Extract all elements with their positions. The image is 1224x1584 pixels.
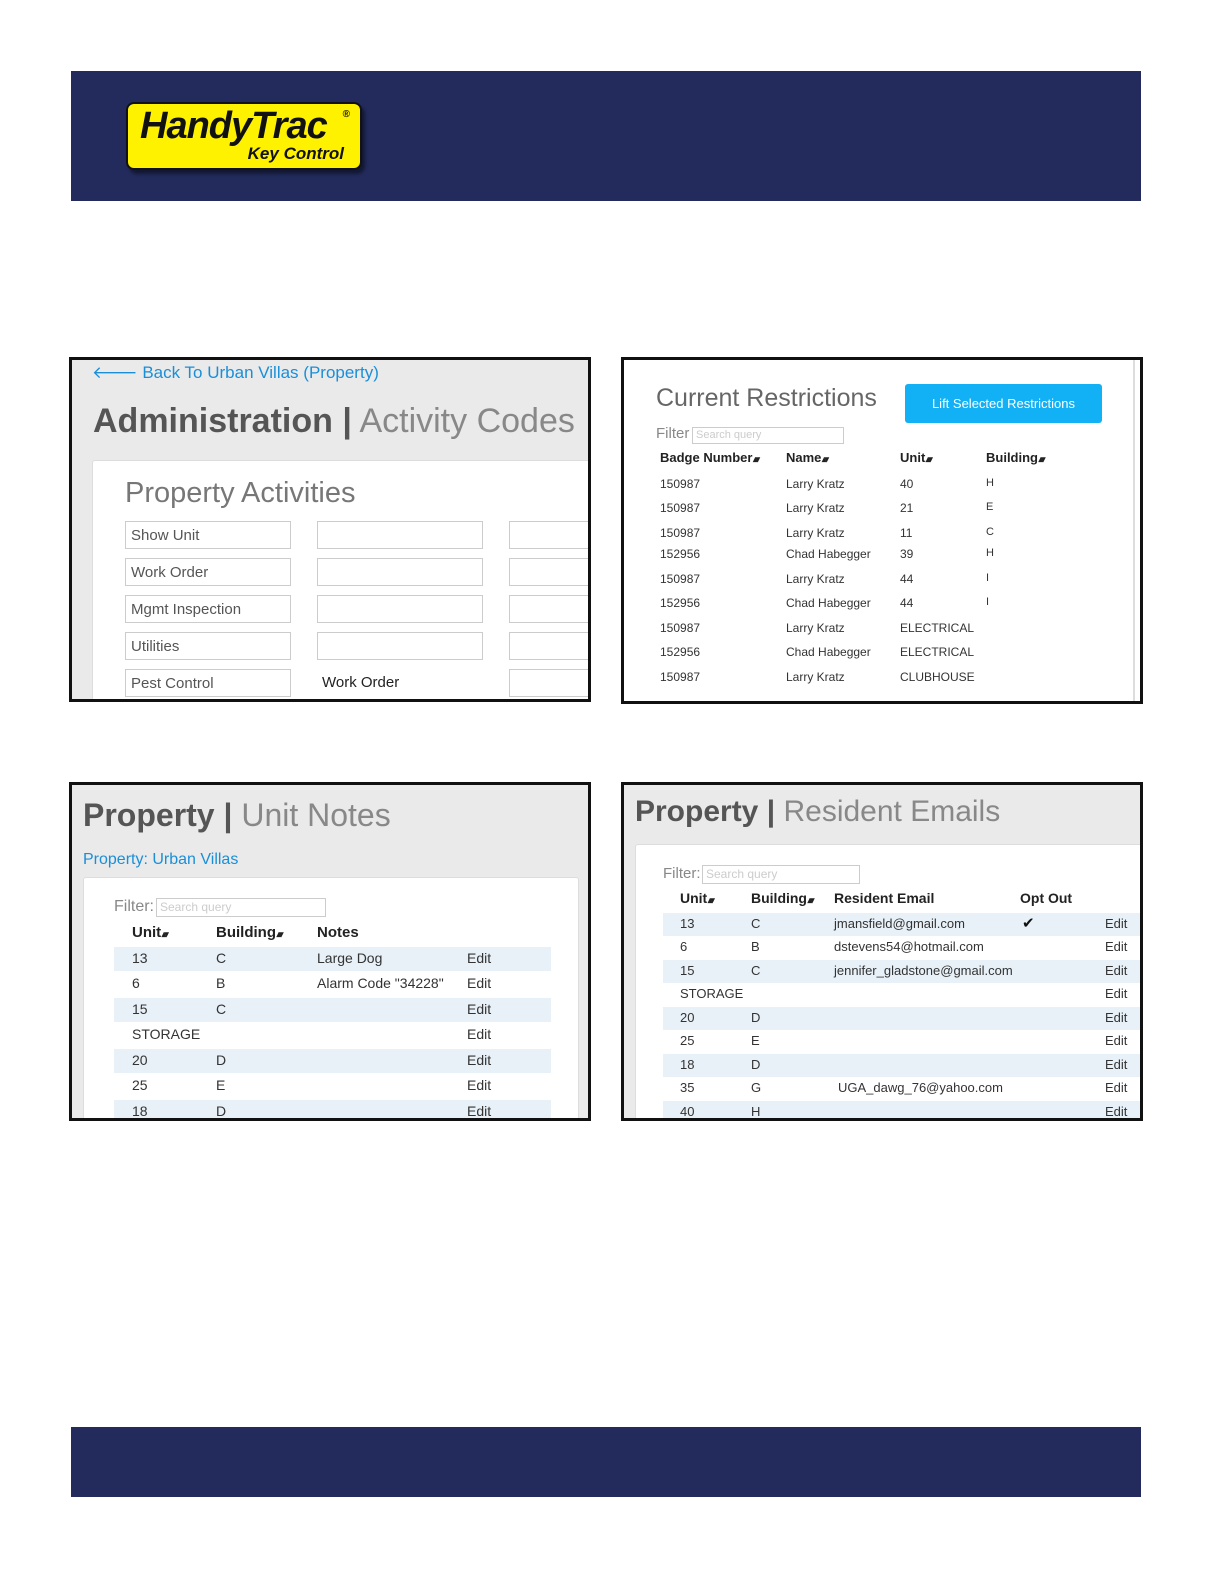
restriction-cell: 150987 (660, 501, 701, 515)
unit-notes-card (83, 877, 579, 1121)
edit-link[interactable]: Edit (467, 1052, 492, 1068)
filter-input[interactable]: Search query (692, 427, 844, 444)
edit-link[interactable]: Edit (467, 950, 492, 966)
restriction-cell: 44 (900, 596, 914, 610)
building-cell: B (751, 939, 760, 954)
edit-link[interactable]: Edit (1105, 1080, 1128, 1095)
handytrac-logo (126, 102, 362, 170)
restriction-cell: 152956 (660, 596, 701, 610)
column-header-building[interactable]: Building ▴▾ (986, 450, 1044, 465)
filter-input[interactable]: Search query (702, 865, 860, 884)
restriction-cell: 152956 (660, 547, 701, 561)
opt-out-check-icon: ✔ (1022, 915, 1035, 932)
restriction-cell: 152956 (660, 645, 701, 659)
building-cell: E (216, 1077, 226, 1093)
edit-link[interactable]: Edit (467, 1077, 492, 1093)
restriction-cell: Larry Kratz (786, 572, 845, 586)
unit-cell: 20 (132, 1052, 148, 1068)
restriction-cell: 40 (900, 477, 914, 491)
restriction-cell: CLUBHOUSE (900, 670, 975, 684)
email-cell: jennifer_gladstone@gmail.com (834, 963, 1013, 978)
restrictions-title: Current Restrictions (656, 384, 877, 412)
unit-cell: STORAGE (680, 986, 744, 1001)
edit-link[interactable]: Edit (467, 1001, 492, 1017)
activity-extra-field[interactable] (509, 669, 591, 697)
building-cell: C (216, 950, 227, 966)
activity-extra-field[interactable] (509, 521, 591, 549)
building-cell: D (216, 1103, 227, 1119)
filter-label: Filter: (663, 865, 701, 882)
logo-wordmark: HandyTrac (140, 105, 327, 147)
unit-cell: 18 (132, 1103, 148, 1119)
activity-codes-screenshot (69, 357, 591, 702)
column-header[interactable]: Notes (317, 924, 359, 941)
page-title (635, 795, 1000, 829)
column-header[interactable]: Opt Out (1020, 890, 1073, 906)
header-band (71, 71, 1141, 201)
unit-cell: 25 (680, 1033, 695, 1048)
unit-cell: 40 (680, 1104, 695, 1119)
unit-cell: 15 (132, 1001, 148, 1017)
restriction-cell: ELECTRICAL (900, 621, 975, 635)
restriction-cell: Chad Habegger (786, 547, 871, 561)
row-stripe (663, 1054, 1143, 1077)
row-stripe (663, 1007, 1143, 1030)
activity-code-field[interactable] (317, 558, 483, 586)
restriction-cell: 150987 (660, 621, 701, 635)
column-header[interactable]: Resident Email (834, 890, 935, 906)
building-cell: D (751, 1057, 761, 1072)
page-title-sub: Resident Emails (783, 795, 1001, 828)
resident-emails-card (635, 844, 1143, 1121)
column-header-unit[interactable]: Unit ▴▾ (900, 450, 931, 465)
edit-link[interactable]: Edit (1105, 1104, 1128, 1119)
building-cell: D (751, 1010, 761, 1025)
unit-cell: 20 (680, 1010, 695, 1025)
column-header[interactable]: Unit ▴▾ (680, 890, 713, 906)
column-header[interactable]: Building ▴▾ (751, 890, 813, 906)
section-title: Property Activities (125, 477, 356, 509)
restriction-cell: 39 (900, 547, 914, 561)
restriction-cell: 150987 (660, 526, 701, 540)
current-restrictions-screenshot (621, 357, 1143, 704)
building-cell: D (216, 1052, 227, 1068)
back-link-label: Back To Urban Villas (Property) (142, 363, 379, 382)
restriction-cell: 150987 (660, 670, 701, 684)
logo-tagline: Key Control (247, 144, 344, 163)
restriction-cell: 44 (900, 572, 914, 586)
building-cell: E (751, 1033, 760, 1048)
unit-cell: 13 (132, 950, 148, 966)
registered-mark: ® (342, 109, 350, 120)
filter-label: Filter: (114, 898, 154, 915)
edit-link[interactable]: Edit (1105, 986, 1128, 1001)
lift-restrictions-button[interactable]: Lift Selected Restrictions (905, 384, 1102, 423)
restriction-cell: 150987 (660, 477, 701, 491)
email-cell: jmansfield@gmail.com (834, 916, 965, 931)
resident-emails-screenshot (621, 782, 1143, 1121)
footer-band (71, 1427, 1141, 1497)
restriction-cell: 21 (900, 501, 914, 515)
activity-code-field[interactable] (317, 595, 483, 623)
edit-link[interactable]: Edit (1105, 939, 1128, 954)
restriction-cell: Larry Kratz (786, 670, 845, 684)
restriction-cell: C (986, 526, 994, 538)
unit-cell: 25 (132, 1077, 148, 1093)
unit-cell: 13 (680, 916, 695, 931)
activity-extra-field[interactable] (509, 595, 591, 623)
title-separator: | (342, 402, 352, 440)
restriction-cell: Larry Kratz (786, 477, 845, 491)
title-separator: | (223, 797, 233, 833)
unit-cell: 15 (680, 963, 695, 978)
scroll-edge (1133, 360, 1135, 701)
page-title-main: Property (635, 795, 759, 828)
restriction-cell: 150987 (660, 572, 701, 586)
edit-link[interactable]: Edit (1105, 1033, 1128, 1048)
activity-name-field[interactable]: Work Order (125, 558, 291, 586)
column-header[interactable]: Building ▴▾ (216, 924, 282, 941)
restriction-cell: Larry Kratz (786, 621, 845, 635)
restriction-cell: 11 (900, 526, 913, 540)
building-cell: B (216, 975, 226, 991)
activity-name-field[interactable]: Show Unit (125, 521, 291, 549)
column-header-badge-number[interactable]: Badge Number ▴▾ (660, 450, 758, 465)
building-cell: H (751, 1104, 761, 1119)
property-activities-card (92, 460, 591, 702)
restriction-cell: E (986, 501, 994, 513)
notes-cell: Alarm Code "34228" (317, 975, 444, 991)
restriction-cell: Chad Habegger (786, 596, 871, 610)
unit-cell: STORAGE (132, 1026, 201, 1042)
activity-code-field[interactable]: Work Order (322, 674, 400, 691)
filter-input[interactable]: Search query (156, 898, 326, 917)
activity-name-field[interactable]: Utilities (125, 632, 291, 660)
filter-label: Filter (656, 425, 690, 442)
email-cell: UGA_dawg_76@yahoo.com (838, 1080, 1003, 1095)
page-title-sub: Activity Codes (359, 402, 575, 440)
unit-cell: 6 (132, 975, 140, 991)
edit-link[interactable]: Edit (1105, 1057, 1128, 1072)
activity-code-field[interactable] (317, 632, 483, 660)
arrow-left-icon: 🡐 (92, 363, 138, 382)
building-cell: C (216, 1001, 227, 1017)
restriction-cell: Larry Kratz (786, 501, 845, 515)
edit-link[interactable]: Edit (467, 975, 492, 991)
building-cell: C (751, 916, 761, 931)
row-stripe (663, 1101, 1143, 1121)
unit-notes-screenshot (69, 782, 591, 1121)
activity-name-field[interactable]: Mgmt Inspection (125, 595, 291, 623)
edit-link[interactable]: Edit (467, 1103, 492, 1119)
building-cell: G (751, 1080, 762, 1095)
email-cell: dstevens54@hotmail.com (834, 939, 984, 954)
edit-link[interactable]: Edit (1105, 963, 1128, 978)
restriction-cell: Chad Habegger (786, 645, 871, 659)
edit-link[interactable]: Edit (1105, 1010, 1128, 1025)
page-title (83, 797, 391, 834)
restriction-cell: ELECTRICAL (900, 645, 975, 659)
page-title (93, 402, 575, 441)
column-header[interactable]: Unit ▴▾ (132, 924, 167, 941)
back-link[interactable] (92, 363, 379, 383)
restriction-cell: H (986, 477, 994, 489)
restriction-cell: Larry Kratz (786, 526, 845, 540)
activity-extra-field[interactable] (509, 632, 591, 660)
activity-code-field[interactable] (317, 521, 483, 549)
page-title-main: Administration (93, 402, 333, 440)
notes-cell: Large Dog (317, 950, 383, 966)
restriction-cell: H (986, 547, 994, 559)
property-link[interactable]: Property: Urban Villas (83, 851, 239, 868)
title-separator: | (766, 795, 776, 828)
unit-cell: 6 (680, 939, 688, 954)
restriction-cell: I (986, 596, 990, 608)
column-header-name[interactable]: Name ▴▾ (786, 450, 827, 465)
edit-link[interactable]: Edit (1105, 916, 1128, 931)
building-cell: C (751, 963, 761, 978)
restriction-cell: I (986, 572, 990, 584)
unit-cell: 35 (680, 1080, 695, 1095)
edit-link[interactable]: Edit (467, 1026, 492, 1042)
activity-name-field[interactable]: Pest Control (125, 669, 291, 697)
page-title-main: Property (83, 797, 215, 833)
page-title-sub: Unit Notes (241, 797, 391, 833)
unit-cell: 18 (680, 1057, 695, 1072)
activity-extra-field[interactable] (509, 558, 591, 586)
